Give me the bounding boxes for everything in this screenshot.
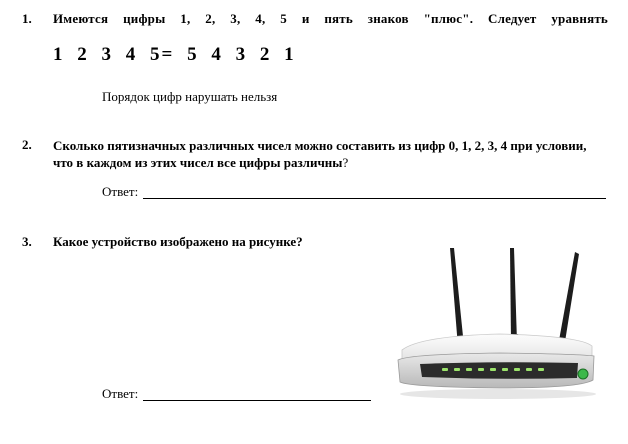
question-2-answer-field[interactable]: [143, 198, 606, 199]
question-1-text: Имеются цифры 1, 2, 3, 4, 5 и пять знаков "плюс". Следует уравнять: [53, 11, 608, 26]
question-3-answer-field[interactable]: [143, 400, 371, 401]
question-3-answer-label: Ответ:: [102, 386, 139, 401]
question-2-number: 2.: [22, 137, 32, 152]
wifi-router-icon: [380, 226, 610, 416]
question-1-note: Порядок цифр нарушать нельзя: [102, 89, 278, 104]
question-1-equation: 1 2 3 4 5= 5 4 3 2 1: [53, 44, 296, 65]
question-2-text-bold: Сколько пятизначных различных чисел можно составить из цифр 0, 1, 2, 3, 4 при условии, что в каждом из этих чисел все цифры различны: [53, 138, 587, 170]
question-2-text-end: ?: [342, 155, 349, 170]
question-2-answer-label: Ответ:: [102, 184, 139, 199]
question-2-text: [53, 137, 609, 171]
question-3-number: 3.: [22, 234, 32, 249]
question-3-text: Какое устройство изображено на рисунке?: [53, 234, 303, 249]
router-image: [380, 226, 610, 416]
question-1-number: 1.: [22, 11, 32, 26]
